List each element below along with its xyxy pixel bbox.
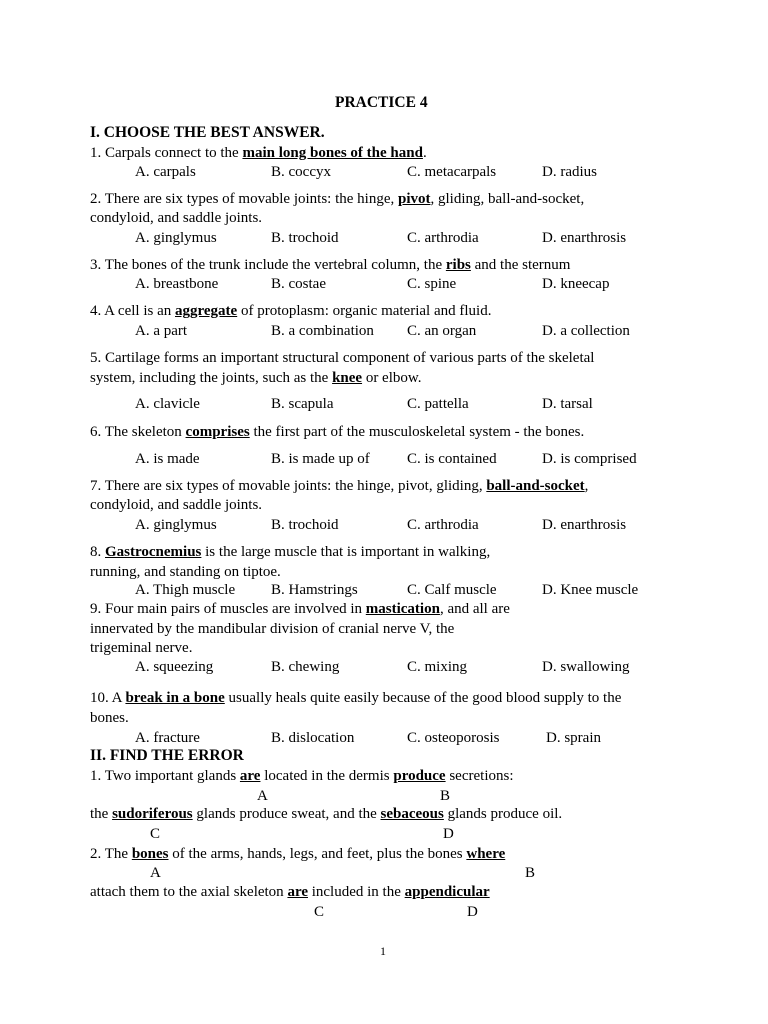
error-item-2: 2. The bones of the arms, hands, legs, and feet, plus the bones where — [90, 846, 506, 862]
option-d: D. enarthrosis — [542, 230, 627, 246]
option-d: D. tarsal — [542, 396, 593, 412]
error-label-a: A — [150, 865, 161, 881]
question-9-line-2: innervated by the mandibular division of cranial nerve V, the — [90, 621, 455, 637]
option-b: B. chewing — [271, 659, 340, 675]
option-d: D. enarthrosis — [542, 517, 627, 533]
error-label-c: C — [314, 904, 325, 920]
option-c: C. is contained — [407, 451, 497, 467]
section-2-heading: II. FIND THE ERROR — [90, 747, 244, 764]
option-d: D. a collection — [542, 323, 630, 339]
option-a: A. Thigh muscle — [135, 582, 236, 598]
underlined-term: produce — [393, 768, 446, 784]
option-c: C. pattella — [407, 396, 469, 412]
option-b: B. dislocation — [271, 730, 355, 746]
options-3 — [135, 276, 695, 296]
option-d: D. sprain — [546, 730, 601, 746]
option-b: B. costae — [271, 276, 326, 292]
option-c: C. arthrodia — [407, 517, 479, 533]
underlined-term: pivot — [397, 191, 431, 207]
underlined-term: ribs — [445, 257, 471, 273]
options-8 — [135, 582, 695, 602]
question-2-line-2: condyloid, and saddle joints. — [90, 210, 263, 226]
option-a: A. carpals — [135, 164, 196, 180]
question-5-line-2: system, including the joints, such as the knee or elbow. — [90, 370, 422, 386]
underlined-term: aggregate — [175, 303, 238, 319]
question-1: 1. Carpals connect to the main long bones of the hand. — [90, 145, 427, 161]
option-b: B. trochoid — [271, 517, 339, 533]
error-item-1: 1. Two important glands are located in the dermis produce secretions: — [90, 768, 514, 784]
underlined-term: are — [287, 884, 308, 900]
question-5: 5. Cartilage forms an important structural component of various parts of the skeletal — [90, 350, 595, 366]
option-d: D. kneecap — [542, 276, 610, 292]
option-d: D. radius — [542, 164, 597, 180]
error-label-c: C — [150, 826, 161, 842]
error-label-d: D — [443, 826, 454, 842]
question-9-line-3: trigeminal nerve. — [90, 640, 193, 656]
options-1 — [135, 164, 695, 184]
option-d: D. swallowing — [542, 659, 630, 675]
underlined-term: Gastrocnemius — [105, 544, 202, 560]
underlined-term: break in a bone — [125, 690, 225, 706]
question-6: 6. The skeleton comprises the first part of the musculoskeletal system - the bones. — [90, 424, 585, 440]
option-b: B. a combination — [271, 323, 374, 339]
error-item-1-line-2: the sudoriferous glands produce sweat, and the sebaceous glands produce oil. — [90, 806, 563, 822]
underlined-term: sudoriferous — [112, 806, 193, 822]
options-7 — [135, 517, 695, 537]
options-6 — [135, 451, 695, 471]
underlined-term: knee — [332, 370, 363, 386]
option-a: A. squeezing — [135, 659, 214, 675]
question-9: 9. Four main pairs of muscles are involved in mastication, and all are — [90, 601, 510, 617]
page-number: 1 — [380, 944, 386, 958]
question-2: 2. There are six types of movable joints: the hinge, pivot, gliding, ball-and-socket, — [90, 191, 585, 207]
option-c: C. osteoporosis — [407, 730, 500, 746]
question-8: 8. Gastrocnemius is the large muscle that is important in walking, — [90, 544, 491, 560]
option-a: A. breastbone — [135, 276, 219, 292]
underlined-term: ball-and-socket — [486, 478, 585, 494]
question-4: 4. A cell is an aggregate of protoplasm: organic material and fluid. — [90, 303, 492, 319]
page-title: PRACTICE 4 — [335, 94, 428, 111]
option-d: D. is comprised — [542, 451, 637, 467]
error-label-a: A — [257, 788, 268, 804]
option-b: B. Hamstrings — [271, 582, 358, 598]
option-b: B. scapula — [271, 396, 334, 412]
option-b: B. trochoid — [271, 230, 339, 246]
option-d: D. Knee muscle — [542, 582, 639, 598]
section-1-heading: I. CHOOSE THE BEST ANSWER. — [90, 124, 325, 141]
question-7: 7. There are six types of movable joints: the hinge, pivot, gliding, ball-and-socket, — [90, 478, 589, 494]
underlined-term: bones — [131, 846, 169, 862]
question-10: 10. A break in a bone usually heals quite easily because of the good blood supply to the — [90, 690, 622, 706]
option-a: A. fracture — [135, 730, 200, 746]
option-a: A. a part — [135, 323, 188, 339]
error-item-2-line-2: attach them to the axial skeleton are included in the appendicular — [90, 884, 490, 900]
option-c: C. metacarpals — [407, 164, 497, 180]
options-2 — [135, 230, 695, 250]
question-3: 3. The bones of the trunk include the vertebral column, the ribs and the sternum — [90, 257, 571, 273]
underlined-term: mastication — [365, 601, 440, 617]
option-c: C. arthrodia — [407, 230, 479, 246]
underlined-term: comprises — [185, 424, 250, 440]
underlined-term: are — [239, 768, 261, 784]
option-a: A. ginglymus — [135, 230, 217, 246]
error-label-d: D — [467, 904, 478, 920]
option-a: A. ginglymus — [135, 517, 217, 533]
question-7-line-2: condyloid, and saddle joints. — [90, 497, 263, 513]
option-b: B. is made up of — [271, 451, 370, 467]
error-label-b: B — [440, 788, 451, 804]
underlined-term: where — [466, 846, 506, 862]
option-c: C. spine — [407, 276, 457, 292]
options-9 — [135, 659, 695, 679]
option-a: A. is made — [135, 451, 200, 467]
underlined-term: appendicular — [404, 884, 490, 900]
option-c: C. Calf muscle — [407, 582, 497, 598]
option-c: C. mixing — [407, 659, 468, 675]
options-4 — [135, 323, 695, 343]
question-10-line-2: bones. — [90, 710, 129, 726]
option-a: A. clavicle — [135, 396, 200, 412]
underlined-term: main long bones of the hand — [242, 145, 423, 161]
question-8-line-2: running, and standing on tiptoe. — [90, 564, 281, 580]
option-c: C. an organ — [407, 323, 477, 339]
options-5 — [135, 396, 695, 416]
error-label-b: B — [525, 865, 536, 881]
option-b: B. coccyx — [271, 164, 331, 180]
underlined-term: sebaceous — [380, 806, 444, 822]
